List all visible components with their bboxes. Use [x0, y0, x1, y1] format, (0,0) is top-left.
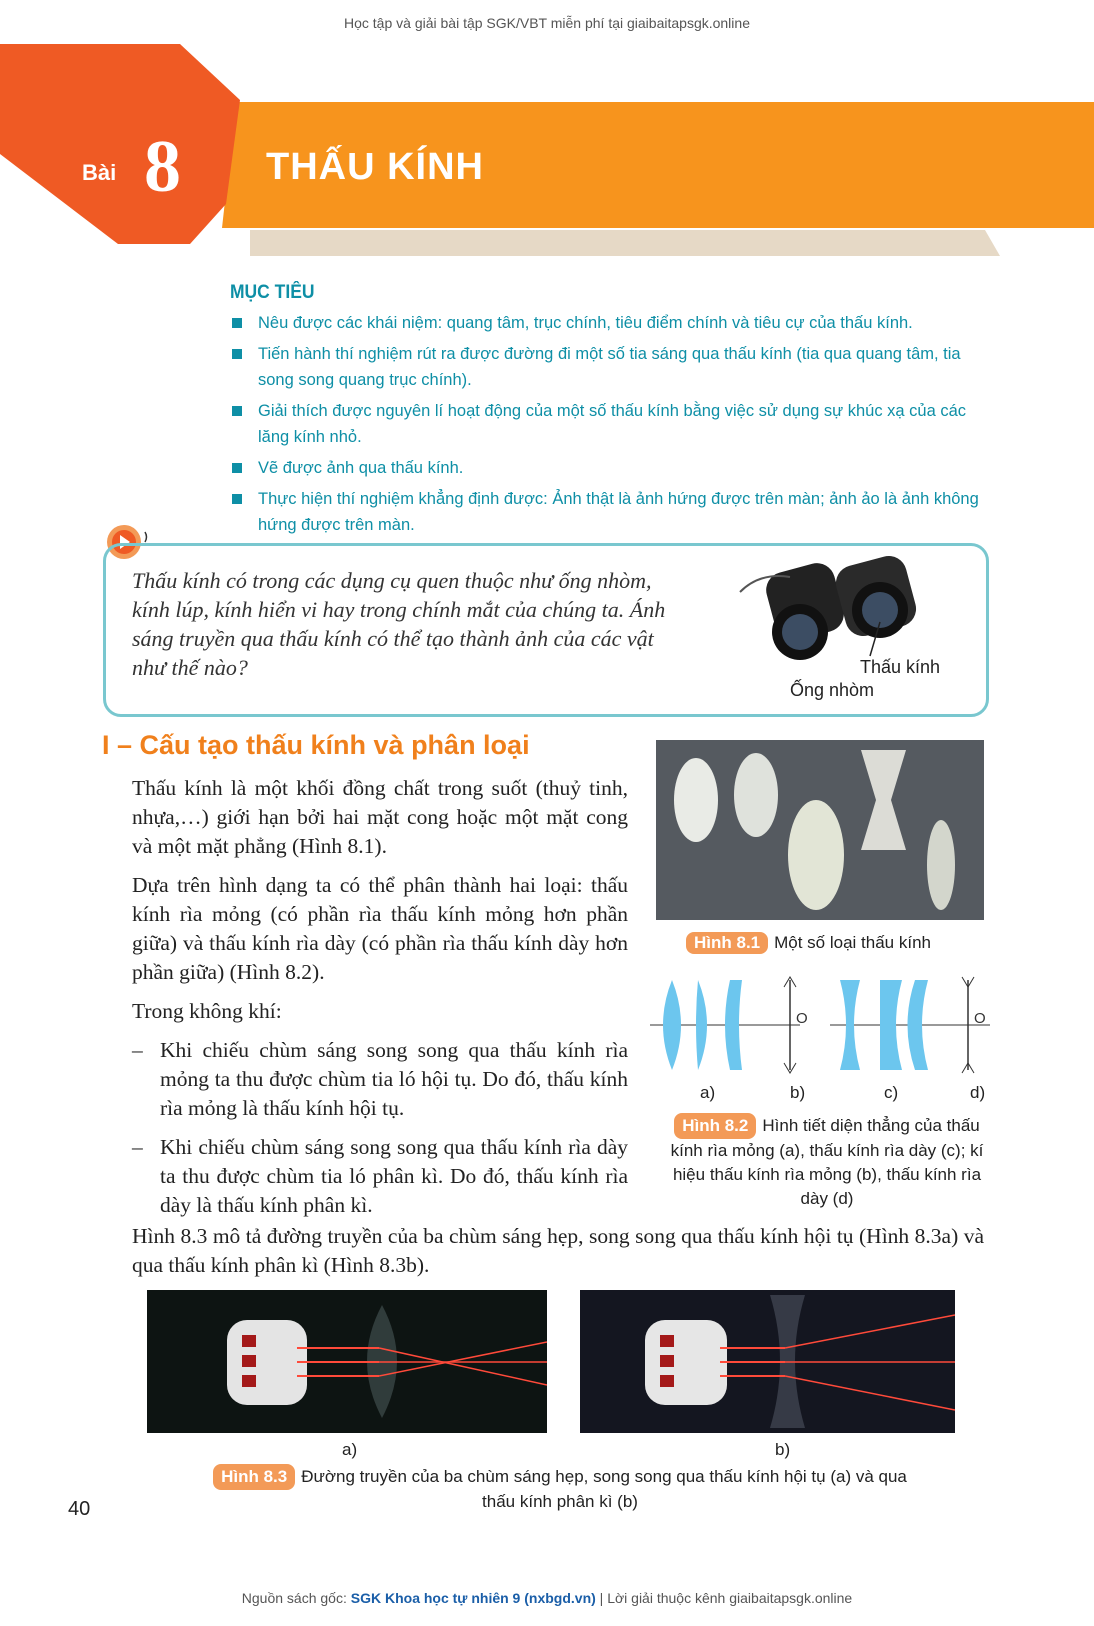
binoculars-image: [730, 552, 950, 667]
binocular-lens-label: Thấu kính: [860, 657, 941, 677]
square-bullet-icon: [232, 494, 242, 504]
figure-tag: Hình 8.1: [686, 932, 768, 954]
footer-source-link[interactable]: SGK Khoa học tự nhiên 9 (nxbgd.vn): [350, 1590, 596, 1606]
square-bullet-icon: [232, 406, 242, 416]
binocular-label: Ống nhòm: [790, 680, 875, 700]
figure-tag: Hình 8.3: [213, 1464, 295, 1490]
objectives-title: MỤC TIÊU: [230, 282, 315, 303]
square-bullet-icon: [232, 349, 242, 359]
paragraph: Dựa trên hình dạng ta có thể phân thành hai loại: thấu kính rìa mỏng (có phần rìa thấu kính mỏng hơn phần giữa) và thấu kính rìa dày (có phần rìa thấu kính dày hơn phần giữa) (Hình 8.2).: [132, 873, 628, 984]
figure-8-2-label-c: c): [884, 1083, 899, 1102]
footer-suffix: | Lời giải thuộc kênh giaibaitapsgk.online: [599, 1590, 853, 1606]
optical-center-label: O: [796, 1010, 808, 1027]
intro-text: Thấu kính có trong các dụng cụ quen thuộc như ống nhòm, kính lúp, kính hiển vi hay trong chính mắt của chúng ta. Ánh sáng truyền qua thấu kính có thể tạo thành ảnh của các vật như thế nào?: [132, 568, 666, 680]
objectives-block: [230, 282, 990, 543]
site-footer: [0, 1590, 1094, 1606]
optical-center-label: O: [974, 1010, 986, 1027]
paragraph: Hình 8.3 mô tả đường truyền của ba chùm sáng hẹp, song song qua thấu kính hội tụ (Hình 8.3a) và qua thấu kính phân kì (Hình 8.3b).: [132, 1224, 984, 1277]
figure-tag: Hình 8.2: [674, 1113, 756, 1139]
lesson-number: 8: [144, 126, 181, 208]
objective-item: Nêu được các khái niệm: quang tâm, trục chính, tiêu điểm chính và tiêu cự của thấu kính.: [230, 310, 990, 336]
square-bullet-icon: [232, 463, 242, 473]
list-item: – Khi chiếu chùm sáng song song qua thấu kính rìa dày ta thu được chùm tia ló phân kì. Do đó, thấu kính rìa dày là thấu kính phân kì.: [132, 1135, 628, 1217]
lesson-title: THẤU KÍNH: [266, 146, 484, 188]
objective-item: Tiến hành thí nghiệm rút ra được đường đi một số tia sáng qua thấu kính (tia qua quang tâm, tia song song quang trục chính).: [230, 341, 990, 393]
figure-8-3-label-b: b): [775, 1440, 791, 1459]
objective-item: Thực hiện thí nghiệm khẳng định được: Ảnh thật là ảnh hứng được trên màn; ảnh ảo là ảnh không hứng được trên màn.: [230, 486, 990, 538]
square-bullet-icon: [232, 318, 242, 328]
objective-item: Vẽ được ảnh qua thấu kính.: [230, 455, 990, 481]
section-heading: I – Cấu tạo thấu kính và phân loại: [102, 730, 530, 760]
objective-item: Giải thích được nguyên lí hoạt động của một số thấu kính bằng việc sử dụng sự khúc xạ của các lăng kính nhỏ.: [230, 398, 990, 450]
lens-types-photo: [656, 740, 984, 920]
figure-8-3-label-a: a): [342, 1440, 358, 1459]
figure-8-3-caption: Hình 8.3 Đường truyền của ba chùm sáng hẹp, song song qua thấu kính hội tụ (a) và qua thấu kính phân kì (b): [200, 1464, 920, 1514]
dash-bullet: –: [132, 1038, 143, 1062]
figure-8-2-label-a: a): [700, 1083, 716, 1102]
figure-8-2-label-b: b): [790, 1083, 806, 1102]
lens-cross-section-diagram: [650, 975, 990, 1090]
paragraph: Trong không khí:: [132, 999, 282, 1023]
lesson-word: Bài: [82, 160, 117, 185]
figure-8-2-label-d: d): [970, 1083, 986, 1102]
figure-8-2-caption: Hình 8.2 Hình tiết diện thẳng của thấu kính rìa mỏng (a), thấu kính rìa dày (c); kí hiệu thấu kính rìa mỏng (b), thấu kính rìa dày (d): [664, 1113, 990, 1211]
section-body: [132, 774, 628, 1230]
converging-lens-photo: [147, 1290, 547, 1433]
footer-prefix: Nguồn sách gốc:: [241, 1590, 347, 1606]
page-number: 40: [68, 1498, 91, 1520]
site-header: Học tập và giải bài tập SGK/VBT miễn phí tại giaibaitapsgk.online: [344, 15, 750, 31]
list-item: – Khi chiếu chùm sáng song song qua thấu kính rìa mỏng ta thu được chùm tia ló hội tụ. Do đó, thấu kính rìa mỏng là thấu kính hội tụ.: [132, 1038, 628, 1120]
dash-bullet: –: [132, 1135, 143, 1159]
diverging-lens-photo: [580, 1290, 955, 1433]
figure-8-1-caption: Hình 8.1 Một số loại thấu kính: [686, 932, 931, 954]
paragraph: Thấu kính là một khối đồng chất trong suốt (thuỷ tinh, nhựa,…) giới hạn bởi hai mặt cong hoặc một mặt cong và một mặt phẳng (Hình 8.1).: [132, 776, 628, 858]
